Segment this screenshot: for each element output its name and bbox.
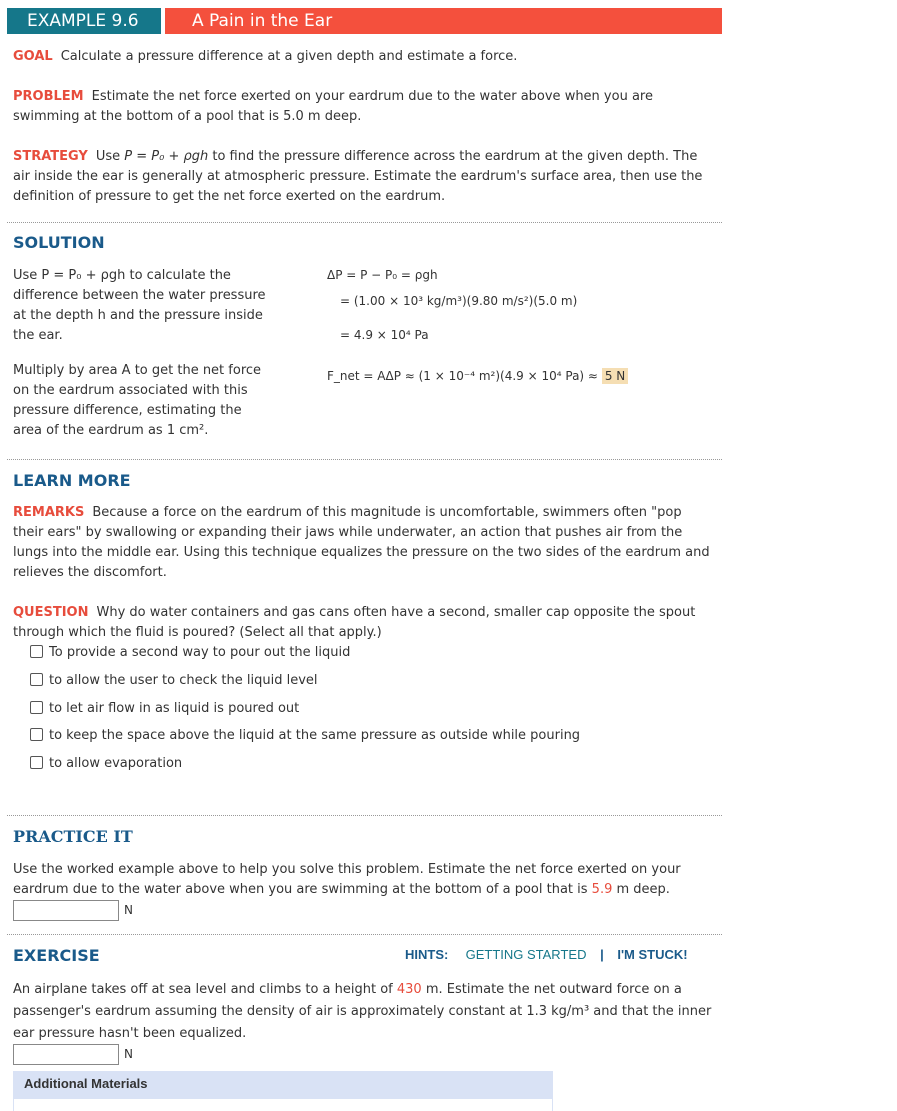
- option-checkbox[interactable]: [30, 645, 43, 658]
- solution-step2-text: Multiply by area A to get the net force on the eardrum associated with this pressure difference, estimating the area of the eardrum as 1 cm².: [13, 363, 262, 438]
- strategy-label: STRATEGY: [13, 149, 88, 164]
- option-row[interactable]: [30, 700, 299, 718]
- practice-answer-input[interactable]: [13, 900, 119, 921]
- exercise-heading: EXERCISE: [13, 946, 100, 965]
- practice-text: Use the worked example above to help you solve this problem. Estimate the net force exerted on your eardrum due to the water above when you are swimming at the bottom of a pool that is 5.9 m deep.: [13, 862, 681, 897]
- divider: [7, 459, 722, 460]
- learn-more-heading: LEARN MORE: [13, 471, 131, 490]
- option-row[interactable]: [30, 727, 580, 745]
- divider: [7, 815, 722, 816]
- divider: [7, 934, 722, 935]
- divider: [7, 222, 722, 223]
- exercise-height: 430: [396, 982, 422, 997]
- goal-section: [13, 47, 713, 67]
- example-title: A Pain in the Ear: [165, 8, 722, 34]
- im-stuck-link[interactable]: I'M STUCK!: [617, 947, 688, 962]
- question-text: Why do water containers and gas cans often have a second, smaller cap opposite the spout through which the fluid is poured? (Select all that apply.): [13, 605, 696, 640]
- strategy-pre: Use: [95, 149, 125, 164]
- strategy-text: to find the pressure difference across the eardrum at the given depth. The air inside the ear is generally at atmospheric pressure. Estimate the eardrum's surface area, then use the definition of pressure to get the net force exerted on the eardrum.: [13, 149, 703, 204]
- equation-result: = 4.9 × 10⁴ Pa: [340, 328, 429, 342]
- option-checkbox[interactable]: [30, 701, 43, 714]
- hints-separator: |: [600, 947, 604, 962]
- solution-heading: SOLUTION: [13, 233, 105, 252]
- option-row[interactable]: [30, 672, 318, 690]
- option-checkbox[interactable]: [30, 673, 43, 686]
- practice-heading: PRACTICE IT: [13, 827, 133, 846]
- option-row[interactable]: [30, 644, 350, 662]
- equation-force: [327, 369, 628, 383]
- problem-label: PROBLEM: [13, 89, 84, 104]
- exercise-text: An airplane takes off at sea level and climbs to a height of 430 m. Estimate the net outward force on a passenger's eardrum assuming the density of air is approximately constant at 1.3 kg/m³ and that the inner ear pressure hasn't been equalized.: [13, 982, 712, 1041]
- equation-substitution: = (1.00 × 10³ kg/m³)(9.80 m/s²)(5.0 m): [340, 294, 578, 308]
- equation-force-expr: F_net = AΔP ≈ (1 × 10⁻⁴ m²)(4.9 × 10⁴ Pa) ≈: [327, 369, 598, 383]
- getting-started-link[interactable]: GETTING STARTED: [465, 947, 587, 962]
- hints-label: HINTS:: [405, 947, 449, 962]
- strategy-formula: P = P₀ + ρgh: [124, 149, 209, 164]
- option-checkbox[interactable]: [30, 728, 43, 741]
- practice-depth: 5.9: [591, 882, 613, 897]
- option-row[interactable]: [30, 755, 182, 773]
- practice-unit: N: [124, 903, 133, 917]
- goal-label: GOAL: [13, 49, 53, 64]
- example-number: EXAMPLE 9.6: [7, 8, 161, 34]
- additional-materials-body: [13, 1099, 553, 1111]
- remarks-label: REMARKS: [13, 505, 85, 520]
- option-label: to let air flow in as liquid is poured out: [49, 701, 300, 716]
- option-label: to keep the space above the liquid at the same pressure as outside while pouring: [49, 728, 581, 743]
- hints-bar: [405, 947, 688, 962]
- problem-section: [13, 87, 713, 127]
- remarks-text: Because a force on the eardrum of this magnitude is uncomfortable, swimmers often "pop their ears" by swallowing or expanding their jaws while underwater, an action that pushes air from the lungs into the middle ear. Using this technique equalizes the pressure on the two sides of the eardrum and relieves the discomfort.: [13, 505, 710, 580]
- option-label: to allow evaporation: [49, 756, 183, 771]
- goal-text: Calculate a pressure difference at a given depth and estimate a force.: [60, 49, 518, 64]
- remarks-section: [13, 503, 713, 583]
- strategy-section: [13, 147, 713, 207]
- equation-delta-p: ΔP = P − P₀ = ρgh: [327, 268, 438, 282]
- force-result: 5 N: [602, 368, 628, 384]
- option-checkbox[interactable]: [30, 756, 43, 769]
- problem-text: Estimate the net force exerted on your eardrum due to the water above when you are swimming at the bottom of a pool that is 5.0 m deep.: [13, 89, 653, 124]
- option-label: to allow the user to check the liquid level: [49, 673, 318, 688]
- exercise-answer-input[interactable]: [13, 1044, 119, 1065]
- option-label: To provide a second way to pour out the liquid: [49, 645, 351, 660]
- question-section: [13, 603, 713, 643]
- exercise-unit: N: [124, 1047, 133, 1061]
- question-label: QUESTION: [13, 605, 89, 620]
- additional-materials-header[interactable]: Additional Materials: [13, 1071, 553, 1099]
- solution-step1-text: Use P = P₀ + ρgh to calculate the difference between the water pressure at the depth h and the pressure inside the ear.: [13, 268, 266, 343]
